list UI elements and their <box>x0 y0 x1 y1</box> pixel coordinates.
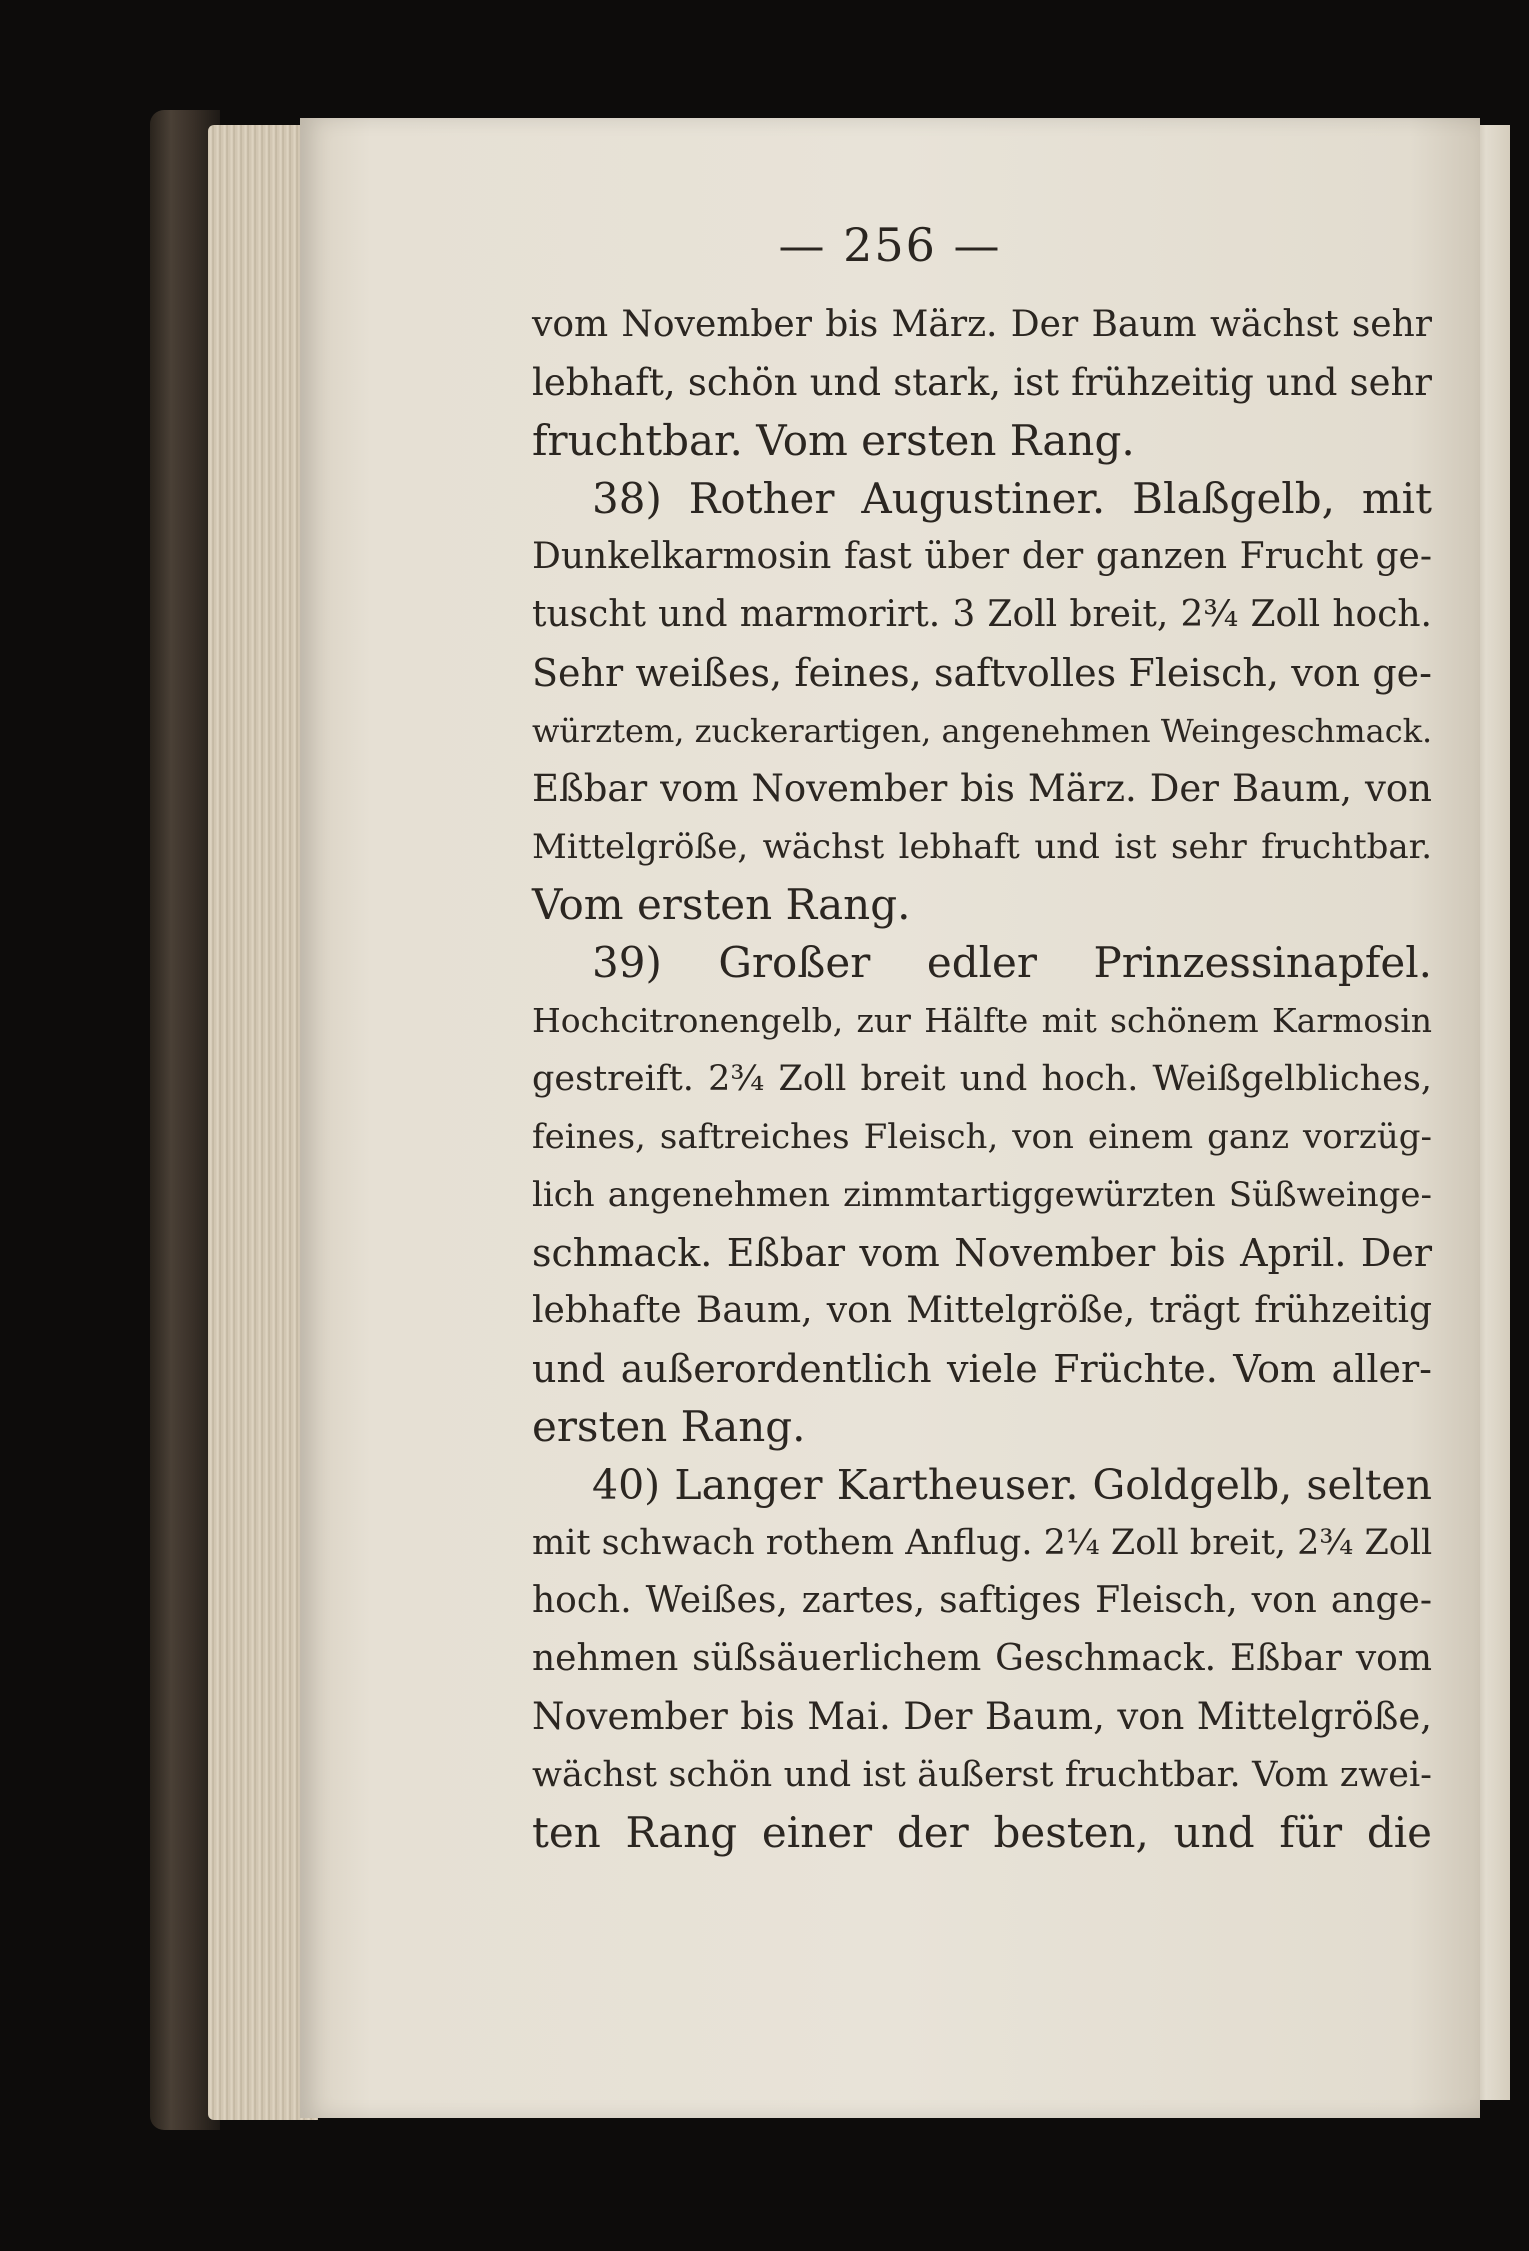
text-line: nehmen süßsäuerlichem Geschmack. Eßbar vom <box>532 1638 1432 1679</box>
text-line: vom November bis März. Der Baum wächst sehr <box>532 304 1432 345</box>
text-line: feines, saftreiches Fleisch, von einem ganz vorzüg- <box>532 1117 1432 1157</box>
text-line: mit schwach rothem Anflug. 2¼ Zoll breit, 2¾ Zoll <box>532 1523 1433 1563</box>
text-line: Dunkelkarmosin fast über der ganzen Frucht ge- <box>532 536 1432 577</box>
text-line: und außerordentlich viele Früchte. Vom aller- <box>532 1347 1432 1391</box>
text-line: wächst schön und ist äußerst fruchtbar. Vom zwei- <box>532 1755 1432 1795</box>
text-line: Eßbar vom November bis März. Der Baum, von <box>532 767 1432 810</box>
text-line: gestreift. 2¾ Zoll breit und hoch. Weißgelbliches, <box>532 1059 1432 1099</box>
book-page <box>300 118 1480 2118</box>
text-line: würztem, zuckerartigen, angenehmen Weingeschmack. <box>532 712 1433 750</box>
text-line: tuscht und marmorirt. 3 Zoll breit, 2¾ Zoll hoch. <box>532 594 1432 635</box>
text-line: hoch. Weißes, zartes, saftiges Fleisch, von ange- <box>532 1580 1432 1621</box>
text-line: Mittelgröße, wächst lebhaft und ist sehr fruchtbar. <box>532 827 1432 867</box>
text-line: Sehr weißes, feines, saftvolles Fleisch, von ge- <box>532 651 1432 695</box>
text-line: lich angenehmen zimmtartiggewürzten Süßweinge- <box>532 1175 1432 1215</box>
text-line: November bis Mai. Der Baum, von Mittelgröße, <box>532 1695 1432 1738</box>
text-line: ersten Rang. <box>532 1402 806 1451</box>
text-line: schmack. Eßbar vom November bis April. Der <box>532 1231 1432 1275</box>
text-line: ten Rang einer der besten, und für die <box>532 1808 1432 1857</box>
text-line: fruchtbar. Vom ersten Rang. <box>532 416 1135 465</box>
entry-heading-40: 40) Langer Kartheuser. Goldgelb, selten <box>592 1461 1432 1509</box>
text-line: Hochcitronengelb, zur Hälfte mit schönem Karmosin <box>532 1001 1432 1040</box>
page-number: — 256 — <box>778 218 1002 272</box>
entry-heading-39: 39) Großer edler Prinzessinapfel. <box>592 938 1432 987</box>
entry-heading-38: 38) Rother Augustiner. Blaßgelb, mit <box>592 474 1432 523</box>
text-line: Vom ersten Rang. <box>532 880 911 929</box>
text-line: lebhaft, schön und stark, ist frühzeitig und sehr <box>532 361 1432 404</box>
page-text <box>532 296 1432 1862</box>
text-line: lebhafte Baum, von Mittelgröße, trägt frühzeitig <box>532 1290 1432 1331</box>
